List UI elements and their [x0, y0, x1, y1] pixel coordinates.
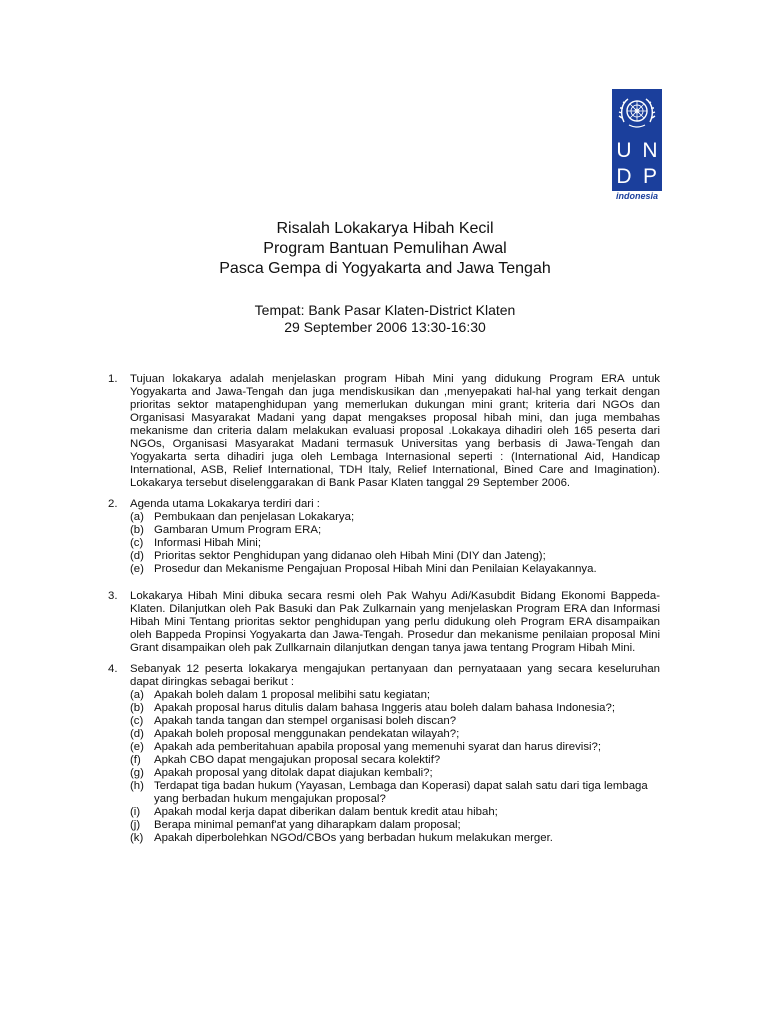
sub-item-text: Apakah boleh dalam 1 proposal melibihi satu kegiatan; — [154, 689, 431, 701]
sub-item-text: Gambaran Umum Program ERA; — [154, 524, 322, 536]
item-number: 3. — [108, 590, 118, 602]
sub-item-label: (g) — [130, 767, 144, 779]
logo-letter-u: U — [616, 139, 632, 162]
undp-logo-box — [612, 89, 662, 191]
sub-item-text: Apakah tanda tangan dan stempel organisasi boleh discan? — [154, 715, 457, 727]
sub-item-label: (c) — [130, 537, 144, 549]
sub-item-text: Apakah boleh proposal menggunakan pendekatan wilayah?; — [154, 728, 460, 740]
sub-item — [130, 767, 660, 780]
venue-datetime: 29 September 2006 13:30-16:30 — [284, 319, 486, 335]
sub-item-label: (d) — [130, 550, 144, 562]
sub-item-label: (e) — [130, 741, 144, 753]
sub-item-text: Apakah modal kerja dapat diberikan dalam bentuk kredit atau hibah; — [154, 806, 498, 818]
undp-logo — [612, 89, 662, 206]
item-text: Sebanyak 12 peserta lokakarya mengajukan pertanyaan dan pernyataaan yang secara keseluruhan dapat diringkas sebagai berikut : — [130, 663, 660, 688]
numbered-item-2 — [108, 498, 660, 576]
logo-letter-n: N — [642, 139, 658, 162]
venue-info — [150, 302, 620, 336]
numbered-item-4 — [108, 663, 660, 845]
sub-item — [130, 741, 660, 754]
sub-item — [130, 524, 660, 537]
document-body — [108, 373, 660, 845]
sub-item-label: (b) — [130, 524, 144, 536]
sub-item-text: Apakah proposal harus ditulis dalam bahasa Inggeris atau boleh dalam bahasa Indonesia?; — [154, 702, 616, 714]
item-text: Tujuan lokakarya adalah menjelaskan program Hibah Mini yang didukung Program ERA untuk Yogyakarta and Jawa-Tengah dan juga mendiskusikan dan ,menyepakati hal-hal yang terkait dengan prioritas sektor matapenghidupan yang memerlukan dukungan mini grant; kriteria dari NGOs dan Organisasi Masyarakat Madani yang dapat mengakses proposal hibah mini, dan juga membahas mekanisme dan criteria dalam melakukan evaluasi proposal .Lokakaya dihadiri oleh 165 peserta dari NGOs, Organisasi Masyarakat Madani termasuk Universitas yang berbasis di Jawa-Tengah dan Yogyakarta serta dihadiri juga oleh Lembaga Internasional seperti : (International Aid, Handicap International, ASB, Relief International, TDH Italy, Relief International, Bined Care and Imagination). Lokakarya tersebut diselenggarakan di Bank Pasar Klaten tanggal 29 September 2006. — [130, 373, 660, 489]
sub-item-text: Prosedur dan Mekanisme Pengajuan Proposal Hibah Mini dan Penilaian Kelayakannya. — [154, 563, 597, 575]
sub-item — [130, 715, 660, 728]
item-number: 2. — [108, 498, 118, 510]
logo-letter-d: D — [616, 165, 632, 188]
undp-letters — [612, 138, 662, 190]
sub-item-label: (a) — [130, 511, 144, 523]
sub-item-label: (j) — [130, 819, 141, 831]
sub-item — [130, 754, 660, 767]
sub-item — [130, 702, 660, 715]
venue-place: Tempat: Bank Pasar Klaten-District Klaten — [254, 302, 516, 318]
sub-item-text: Berapa minimal pemanf'at yang diharapkam dalam proposal; — [154, 819, 461, 831]
sub-item-text: Prioritas sektor Penghidupan yang didanao oleh Hibah Mini (DIY dan Jateng); — [154, 550, 546, 562]
sub-item-label: (f) — [130, 754, 141, 766]
un-emblem-icon — [612, 92, 662, 136]
title-line-2: Program Bantuan Pemulihan Awal — [263, 240, 507, 257]
sub-item — [130, 537, 660, 550]
sub-item-label: (a) — [130, 689, 144, 701]
sub-item-label: (k) — [130, 832, 144, 844]
logo-letter-p: P — [642, 165, 657, 188]
sub-item — [130, 689, 660, 702]
numbered-item-3 — [108, 590, 660, 655]
sub-item — [130, 806, 660, 819]
sub-item-text: Apakah ada pemberitahuan apabila proposal yang memenuhi syarat dan harus direvisi?; — [154, 741, 602, 753]
logo-subtitle: indonesia — [615, 191, 658, 201]
item-text: Agenda utama Lokakarya terdiri dari : — [130, 498, 320, 510]
sub-item-text: Pembukaan dan penjelasan Lokakarya; — [154, 511, 355, 523]
sub-item-text: Apakah proposal yang ditolak dapat diajukan kembali?; — [154, 767, 433, 779]
item-text: Lokakarya Hibah Mini dibuka secara resmi oleh Pak Wahyu Adi/Kasubdit Bidang Ekonomi Bappeda-Klaten. Dilanjutkan oleh Pak Basuki dan Pak Zulkarnain yang menjelaskan Program ERA dan Informasi Hibah Mini Tentang prioritas sektor penghidupan yang perlu didukung oleh Program ERA disampaikan oleh Bappeda Propinsi Yogyakarta dan Jawa-Tengah. Prosedur dan mekanisme penilaian proposal Mini Grant disampaikan oleh pak Zullkarnain dilanjutkan dengan tanya jawa tentang Program Hibah Mini. — [130, 590, 660, 654]
item-number: 4. — [108, 663, 118, 675]
sub-item-label: (c) — [130, 715, 144, 727]
sub-item — [130, 511, 660, 524]
sub-item-text: Informasi Hibah Mini; — [154, 537, 261, 549]
sub-item-label: (b) — [130, 702, 144, 714]
sub-item-label: (i) — [130, 806, 141, 818]
title-line-3: Pasca Gempa di Yogyakarta and Jawa Tengah — [219, 260, 551, 277]
sub-item-label: (e) — [130, 563, 144, 575]
sub-item-text: Terdapat tiga badan hukum (Yayasan, Lembaga dan Koperasi) dapat salah satu dari tiga lembaga yang berbadan hukum mengajukan proposal? — [154, 780, 648, 805]
sub-item — [130, 550, 660, 563]
sub-item-text: Apakah diperbolehkan NGOd/CBOs yang berbadan hukum melakukan merger. — [154, 832, 553, 844]
sub-item — [130, 819, 660, 832]
item-number: 1. — [108, 373, 118, 385]
sub-item — [130, 780, 660, 806]
sub-item-label: (d) — [130, 728, 144, 740]
title-line-1: Risalah Lokakarya Hibah Kecil — [276, 220, 494, 237]
sub-item — [130, 563, 660, 576]
document-title — [150, 219, 620, 279]
sub-item — [130, 728, 660, 741]
sub-item-label: (h) — [130, 780, 144, 792]
sub-item-text: Apkah CBO dapat mengajukan proposal secara kolektif? — [154, 754, 441, 766]
sub-item — [130, 832, 660, 845]
numbered-item-1 — [108, 373, 660, 490]
